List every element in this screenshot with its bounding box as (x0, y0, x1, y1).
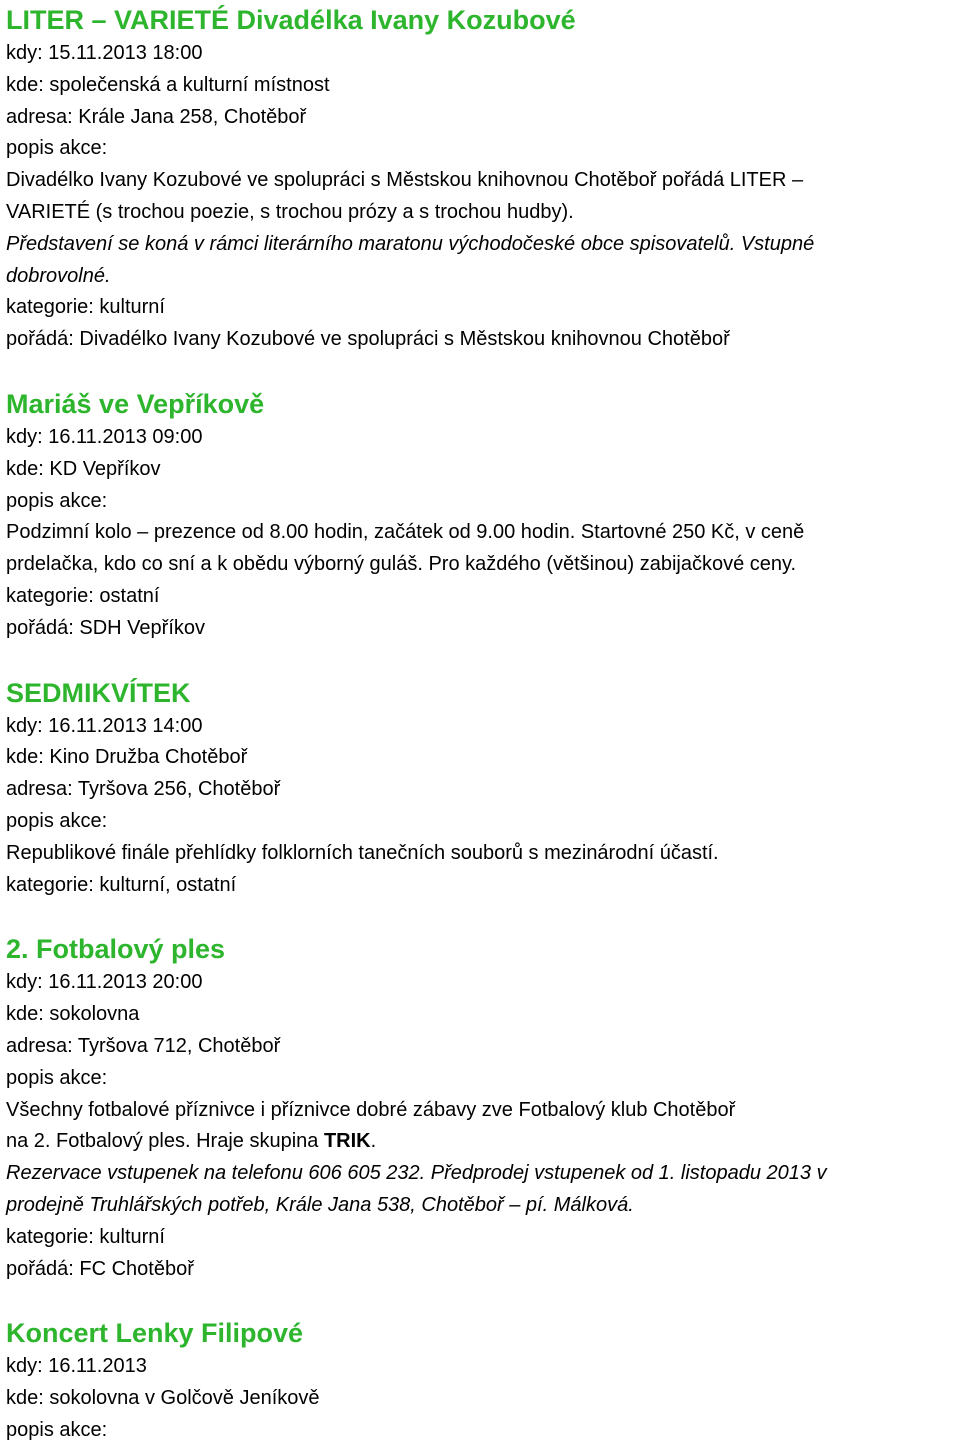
event-description-line: Všechny fotbalové příznivce i příznivce dobré zábavy zve Fotbalový klub Chotěboř (6, 1098, 736, 1121)
event-date: kdy: 16.11.2013 20:00 (6, 971, 203, 994)
event-description-note: prodejně Truhlářských potřeb, Krále Jana 538, Chotěboř – pí. Málková. (6, 1193, 634, 1216)
event-title: LITER – VARIETÉ Divadélka Ivany Kozubové (6, 5, 576, 35)
event-description-label: popis akce: (6, 137, 108, 160)
event-description-note: Rezervace vstupenek na telefonu 606 605 232. Předprodej vstupenek od 1. listopadu 2013 v (6, 1162, 827, 1185)
event-item (6, 675, 958, 902)
section-spacer (6, 645, 958, 675)
event-place: kde: KD Vepříkov (6, 457, 161, 480)
event-description-label: popis akce: (6, 809, 108, 832)
event-category: kategorie: kulturní (6, 296, 165, 319)
event-item (6, 386, 958, 645)
event-title: SEDMIKVÍTEK (6, 677, 191, 708)
event-description-label: popis akce: (6, 1066, 108, 1089)
event-category: kategorie: kulturní (6, 1225, 165, 1248)
event-description-note: Představení se koná v rámci literárního maratonu východočeské obce spisovatelů. Vstupné (6, 232, 815, 255)
event-item (6, 1315, 958, 1446)
section-spacer (6, 901, 958, 931)
event-title: Mariáš ve Vepříkově (6, 388, 265, 419)
event-category: kategorie: kulturní, ostatní (6, 873, 237, 896)
event-description-line: Republikové finále přehlídky folklorních tanečních souborů s mezinárodní účastí. (6, 841, 719, 864)
event-list (6, 2, 958, 1447)
event-date: kdy: 16.11.2013 (6, 1355, 147, 1378)
event-place: kde: Kino Družba Chotěboř (6, 746, 248, 769)
section-spacer (6, 1285, 958, 1315)
event-organizer: pořádá: Divadélko Ivany Kozubové ve spolupráci s Městskou knihovnou Chotěboř (6, 328, 730, 351)
event-place: kde: sokolovna v Golčově Jeníkově (6, 1387, 320, 1410)
event-description-label: popis akce: (6, 489, 108, 512)
event-item (6, 2, 958, 356)
event-description-line (6, 1126, 958, 1158)
event-category: kategorie: ostatní (6, 584, 160, 607)
event-place: kde: společenská a kulturní místnost (6, 73, 330, 96)
event-description-text: na 2. Fotbalový ples. Hraje skupina (6, 1130, 324, 1153)
event-title: Koncert Lenky Filipové (6, 1318, 304, 1349)
event-place: kde: sokolovna (6, 1003, 140, 1026)
event-address: adresa: Tyršova 256, Chotěboř (6, 778, 281, 801)
event-address: adresa: Tyršova 712, Chotěboř (6, 1034, 281, 1057)
event-description-line: VARIETÉ (s trochou poezie, s trochou prózy a s trochou hudby). (6, 200, 574, 223)
event-title: 2. Fotbalový ples (6, 934, 226, 965)
event-description-line: Divadélko Ivany Kozubové ve spolupráci s Městskou knihovnou Chotěboř pořádá LITER – (6, 169, 804, 192)
event-date: kdy: 16.11.2013 14:00 (6, 714, 203, 737)
event-description-line: Podzimní kolo – prezence od 8.00 hodin, začátek od 9.00 hodin. Startovné 250 Kč, v ceně (6, 521, 805, 544)
event-description-note: dobrovolné. (6, 264, 111, 287)
event-organizer: pořádá: SDH Vepříkov (6, 616, 205, 639)
event-item (6, 931, 958, 1285)
section-spacer (6, 356, 958, 386)
event-date: kdy: 16.11.2013 09:00 (6, 425, 203, 448)
event-description-line: prdelačka, kdo co sní a k obědu výborný guláš. Pro každého (většinou) zabijačkové ceny. (6, 553, 797, 576)
event-description-label: popis akce: (6, 1418, 108, 1441)
event-organizer: pořádá: FC Chotěboř (6, 1257, 194, 1280)
event-address: adresa: Krále Jana 258, Chotěboř (6, 105, 307, 128)
event-date: kdy: 15.11.2013 18:00 (6, 42, 203, 64)
band-name: TRIK (323, 1130, 371, 1153)
event-description-text: . (370, 1130, 377, 1153)
